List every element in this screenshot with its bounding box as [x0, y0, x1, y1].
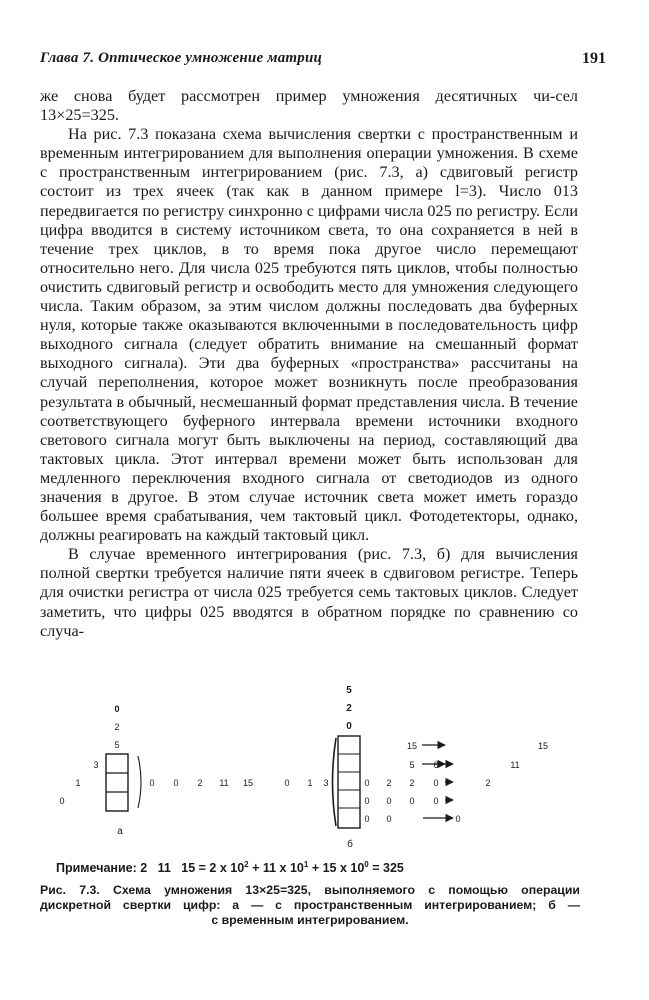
page-header — [40, 50, 606, 74]
panel-b-arrow-label-2: 2 — [409, 778, 415, 788]
panel-b-mid-2: 0 — [433, 796, 439, 806]
note-exp2: 2 — [244, 860, 249, 869]
panel-a-out-1: 0 — [173, 778, 179, 788]
caption-line-1: Рис. 7.3. Схема умножения 13×25=325, выполняемого с помощью операции — [40, 883, 580, 897]
panel-a-left-1: 1 — [75, 778, 81, 788]
figure-note — [56, 860, 404, 875]
panel-a-left-2: 0 — [59, 796, 65, 806]
panel-a-out-0: 0 — [149, 778, 155, 788]
panel-b-cell-0: 0 — [364, 778, 370, 788]
panel-b-output-2: 2 — [485, 778, 491, 788]
panel-a-left-0: 3 — [93, 760, 99, 770]
caption-line-2: дискретной свертки цифр: а — с пространственным интегрированием; б — — [40, 898, 580, 912]
panel-b-register — [338, 736, 360, 828]
panel-b-cell-2: 0 — [364, 814, 370, 824]
note-exp1: 1 — [303, 860, 309, 869]
panel-b-cell-right-1: 0 — [386, 796, 392, 806]
panel-b-mid-0: 6 — [433, 760, 439, 770]
note-exp0: 0 — [364, 860, 369, 869]
figure-caption — [40, 883, 580, 928]
panel-a-out-3: 11 — [219, 778, 229, 788]
panel-a-input-1: 2 — [114, 722, 120, 732]
panel-a-input-0: 0 — [114, 704, 120, 714]
panel-b-top-2: 0 — [346, 721, 352, 732]
note-mid2: + 15 x 10 — [308, 861, 365, 876]
panel-a-label: а — [117, 826, 123, 837]
panel-b-arrow-label-3: 0 — [409, 796, 415, 806]
panel-a-input-2: 5 — [114, 740, 120, 750]
note-eq-prefix: = 2 x 10 — [198, 861, 245, 876]
paragraph-1: же снова будет рассмотрен пример умножения десятичных чи-сел 13×25=325. — [40, 87, 578, 125]
panel-b-top-0: 5 — [346, 685, 352, 696]
panel-b-output-0: 15 — [537, 741, 549, 751]
body-text — [40, 87, 578, 641]
paragraph-3: В случае временного интегрирования (рис. 7.3, б) для вычисления полной свертки требуется наличие пяти ячеек в сдвиговом регистре. Теперь для очистки регистра от числа 025 требуется семь тактовых циклов. Следует заметить, что цифры 025 вводятся в обратном порядке по сравнению со случа- — [40, 545, 578, 640]
panel-a-out-4: 15 — [242, 778, 254, 788]
note-mid1: + 11 x 10 — [248, 861, 304, 876]
panel-b-left-0: 0 — [284, 778, 290, 788]
panel-a-register — [106, 754, 128, 811]
figure-7-3 — [40, 680, 600, 850]
caption-line-3: с временным интегрированием. — [211, 913, 409, 927]
note-values: 2 11 15 — [140, 861, 196, 876]
note-result: = 325 — [368, 861, 404, 876]
page-number: 191 — [582, 50, 606, 67]
panel-b-mid-1: 0 — [433, 778, 439, 788]
panel-b-left-2: 3 — [323, 778, 329, 788]
panel-b-cell-right-2: 0 — [386, 814, 392, 824]
panel-b-label: б — [347, 839, 353, 850]
panel-b-output-1: 11 — [510, 760, 520, 770]
paragraph-2: На рис. 7.3 показана схема вычисления свертки с пространственным и временным интегрированием для выполнения операции умножения. В схеме с пространственным интегрированием (рис. 7.3, а) сдвиговый регистр состоит из трех ячеек (так как в данном примере l=3). Число 013 передвигается по регистру синхронно с цифрами числа 025 по регистру. Если цифра вводится в систему источником света, то она сохраняется в ней в течение трех циклов, в то время пока другое число перемещают относительно него. Для числа 025 требуются пять циклов, чтобы полностью очистить сдвиговый регистр и освободить место для умножения следующего числа. Таким образом, за этим числом должны последовать два буферных нуля, которые также оказываются включенными в последовательность цифр выходного сигнала (следует обратить внимание на смешанный формат выходного сигнала). Эти два буферных «пространства» рассчитаны на случай переполнения, которое может возникнуть после преобразования результата в обычный, несмешанный формат представления числа. В течение соответствующего буферного интервала времени источники входного светового сигнала могут быть выключены на период, составляющий два тактовых цикла. Этот интервал времени может быть использован для медленного переключения входного сигнала от светодиодов из одного значения в другое. В этом случае источник света может иметь гораздо большее время срабатывания, чем тактовый цикл. Фотодетекторы, однако, должны реагировать на каждый тактовый цикл. — [40, 125, 578, 545]
panel-b-cell-right-0: 2 — [386, 778, 392, 788]
panel-b-arrow-label-0: 15 — [406, 741, 418, 751]
panel-b-arrow-label-1: 5 — [409, 760, 415, 770]
figure-diagram — [40, 680, 600, 850]
panel-b-left-1: 1 — [307, 778, 313, 788]
panel-b-arrow-target: 0 — [455, 814, 461, 824]
panel-b-cell-1: 0 — [364, 796, 370, 806]
running-title: Глава 7. Оптическое умножение матриц — [40, 50, 323, 66]
note-label: Примечание: — [56, 861, 137, 876]
panel-b-top-1: 2 — [346, 703, 352, 714]
panel-a-out-2: 2 — [197, 778, 203, 788]
